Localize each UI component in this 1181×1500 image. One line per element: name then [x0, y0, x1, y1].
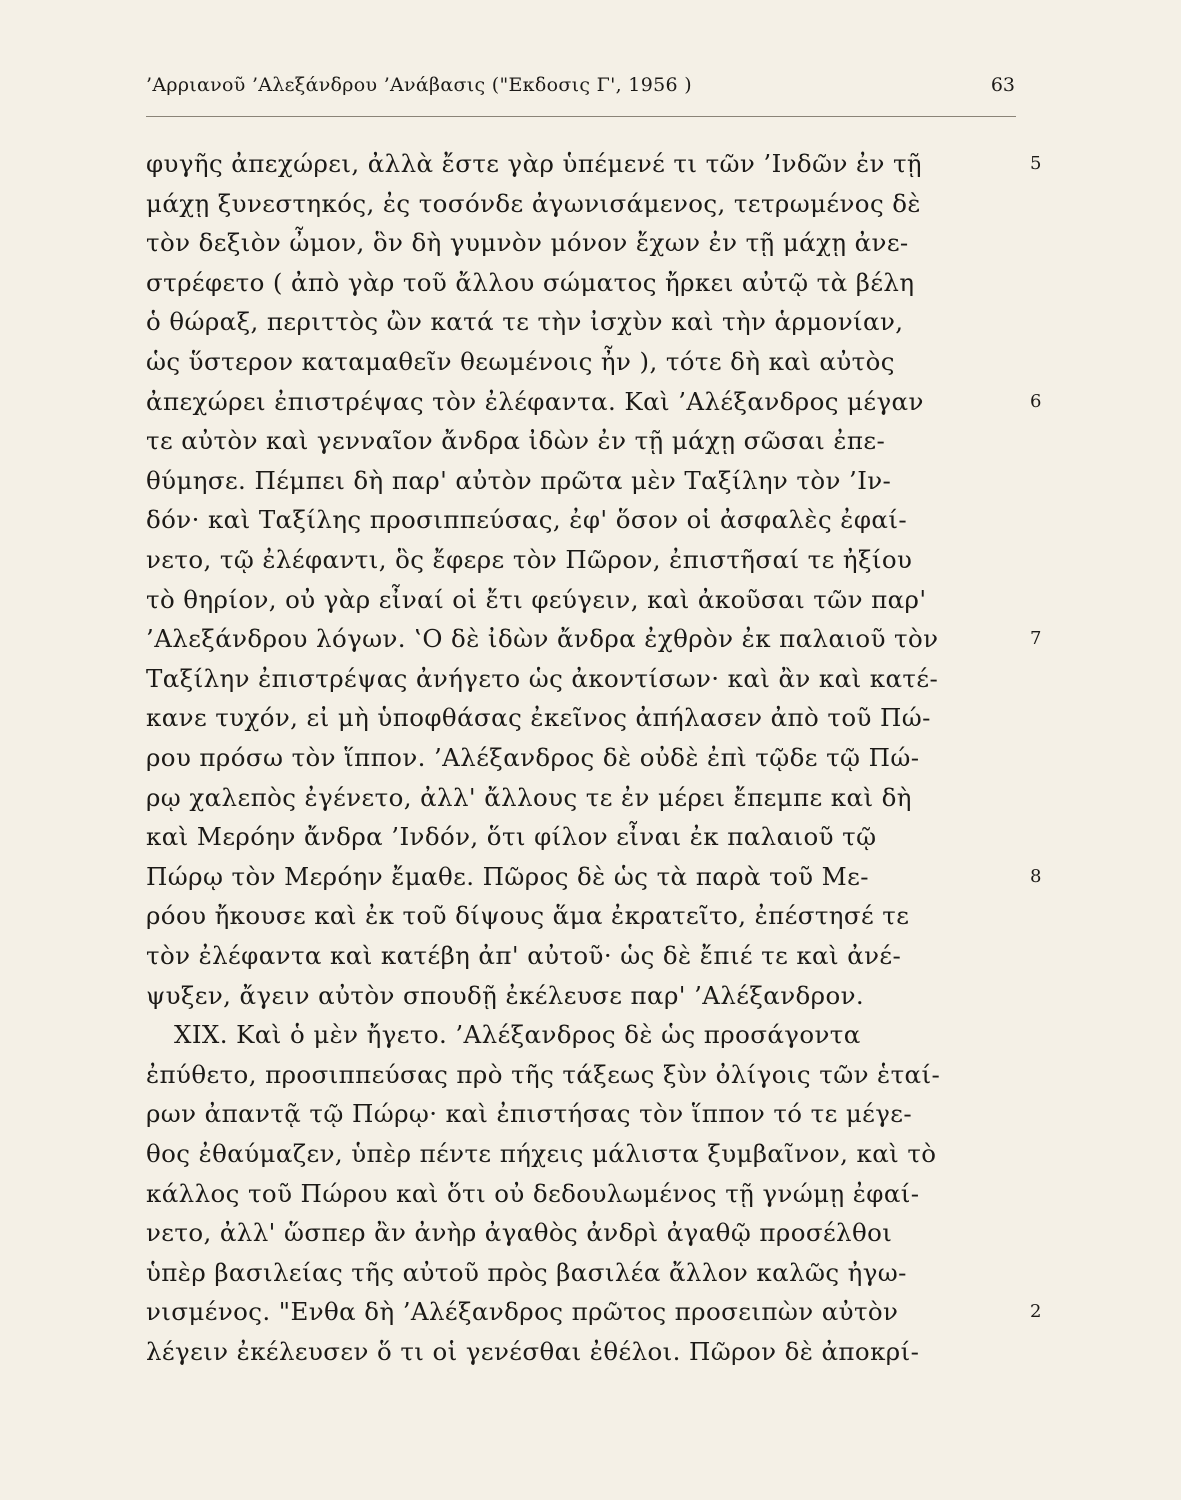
text-line: τε αὐτὸν καὶ γενναῖον ἄνδρα ἰδὼν ἐν τῇ μάχῃ σῶσαι ἐπε- — [146, 426, 886, 456]
header-rule — [146, 116, 1016, 117]
section-number: 7 — [1030, 628, 1042, 650]
text-line: τὸ θηρίον, οὐ γὰρ εἶναί οἱ ἔτι φεύγειν, καὶ ἀκοῦσαι τῶν παρ' — [146, 584, 927, 614]
text-line: μάχῃ ξυνεστηκός, ἐς τοσόνδε ἀγωνισάμενος, τετρωμένος δὲ — [146, 188, 921, 218]
text-line: ὑπὲρ βασιλείας τῆς αὐτοῦ πρὸς βασιλέα ἄλλον καλῶς ἠγω- — [146, 1257, 907, 1287]
section-number: 8 — [1030, 865, 1042, 887]
text-line: ρόου ἤκουσε καὶ ἐκ τοῦ δίψους ἅμα ἐκρατεῖτο, ἐπέστησέ τε — [146, 901, 910, 931]
text-line: θος ἐθαύμαζεν, ὑπὲρ πέντε πήχεις μάλιστα ξυμβαῖνον, καὶ τὸ — [146, 1139, 937, 1168]
text-line: νετο, τῷ ἐλέφαντι, ὃς ἔφερε τὸν Πῶρον, ἐπιστῆσαί τε ἠξίου — [146, 545, 913, 574]
text-line: ἀπεχώρει ἐπιστρέψας τὸν ἐλέφαντα. Καὶ ’Αλέξανδρος μέγαν — [146, 386, 924, 416]
text-line: ὡς ὕστερον καταμαθεῖν θεωμένοις ἦν ), τότε δὴ καὶ αὐτὸς — [146, 347, 895, 376]
chapter-start-line: XIX. Καὶ ὁ μὲν ἤγετο. ’Αλέξανδρος δὲ ὡς προσάγοντα — [174, 1020, 861, 1050]
section-number: 2 — [1030, 1301, 1042, 1323]
text-line: Ταξίλην ἐπιστρέψας ἀνήγετο ὡς ἀκοντίσων· καὶ ἂν καὶ κατέ- — [146, 663, 939, 693]
text-line: τὸν ἐλέφαντα καὶ κατέβη ἀπ' αὐτοῦ· ὡς δὲ ἔπιέ τε καὶ ἀνέ- — [146, 941, 902, 970]
section-number: 5 — [1030, 153, 1042, 174]
text-line: καὶ Μερόην ἄνδρα ’Ινδόν, ὅτι φίλον εἶναι ἐκ παλαιοῦ τῷ — [146, 822, 877, 852]
page-number: 63 — [990, 74, 1015, 96]
text-line: νισμένος. "Ενθα δὴ ’Αλέξανδρος πρῶτος προσειπὼν αὐτὸν — [146, 1297, 899, 1327]
text-line: ’Αλεξάνδρου λόγων. ‛Ο δὲ ἰδὼν ἄνδρα ἐχθρὸν ἐκ παλαιοῦ τὸν — [146, 624, 939, 654]
text-line: δόν· καὶ Ταξίλης προσιππεύσας, ἐφ' ὅσον οἱ ἀσφαλὲς ἐφαί- — [146, 505, 908, 535]
text-line: φυγῆς ἀπεχώρει, ἀλλὰ ἔστε γὰρ ὑπέμενέ τι τῶν ’Ινδῶν ἐν τῇ — [146, 149, 923, 178]
text-line: νετο, ἀλλ' ὥσπερ ἂν ἀνὴρ ἀγαθὸς ἀνδρὶ ἀγαθῷ προσέλθοι — [146, 1218, 893, 1248]
text-line: ψυξεν, ἄγειν αὐτὸν σπουδῇ ἐκέλευσε παρ' ’Αλέξανδρον. — [146, 980, 865, 1010]
text-line: στρέφετο ( ἀπὸ γὰρ τοῦ ἄλλου σώματος ἤρκει αὐτῷ τὰ βέλη — [146, 267, 915, 297]
text-line: ἐπύθετο, προσιππεύσας πρὸ τῆς τάξεως ξὺν ὀλίγοις τῶν ἑταί- — [146, 1059, 941, 1089]
text-line: ρου πρόσω τὸν ἵππον. ’Αλέξανδρος δὲ οὐδὲ ἐπὶ τῷδε τῷ Πώ- — [146, 743, 920, 772]
text-line: ὁ θώραξ, περιττὸς ὢν κατά τε τὴν ἰσχὺν καὶ τὴν ἁρμονίαν, — [146, 307, 904, 337]
text-line: κάλλος τοῦ Πώρου καὶ ὅτι οὐ δεδουλωμένος τῇ γνώμῃ ἐφαί- — [146, 1178, 920, 1208]
text-line: ρων ἀπαντᾷ τῷ Πώρῳ· καὶ ἐπιστήσας τὸν ἵππον τό τε μέγε- — [146, 1099, 913, 1129]
section-number: 6 — [1030, 390, 1042, 412]
text-line: κανε τυχόν, εἰ μὴ ὑποφθάσας ἐκεῖνος ἀπήλασεν ἀπὸ τοῦ Πώ- — [146, 703, 931, 733]
text-line: θύμησε. Πέμπει δὴ παρ' αὐτὸν πρῶτα μὲν Ταξίλην τὸν ’Ιν- — [146, 465, 892, 495]
running-head: ’Αρριανοῦ ’Αλεξάνδρου ’Ανάβασις ("Εκδοσις Γ', 1956 ) — [146, 74, 692, 96]
text-line: Πώρῳ τὸν Μερόην ἔμαθε. Πῶρος δὲ ὡς τὰ παρὰ τοῦ Με- — [146, 861, 869, 891]
text-line: τὸν δεξιὸν ὦμον, ὃν δὴ γυμνὸν μόνον ἔχων ἐν τῇ μάχῃ ἀνε- — [146, 228, 909, 258]
text-line: λέγειν ἐκέλευσεν ὅ τι οἱ γενέσθαι ἐθέλοι. Πῶρον δὲ ἀποκρί- — [146, 1337, 920, 1366]
text-line: ρῳ χαλεπὸς ἐγένετο, ἀλλ' ἄλλους τε ἐν μέρει ἔπεμπε καὶ δὴ — [146, 782, 912, 812]
